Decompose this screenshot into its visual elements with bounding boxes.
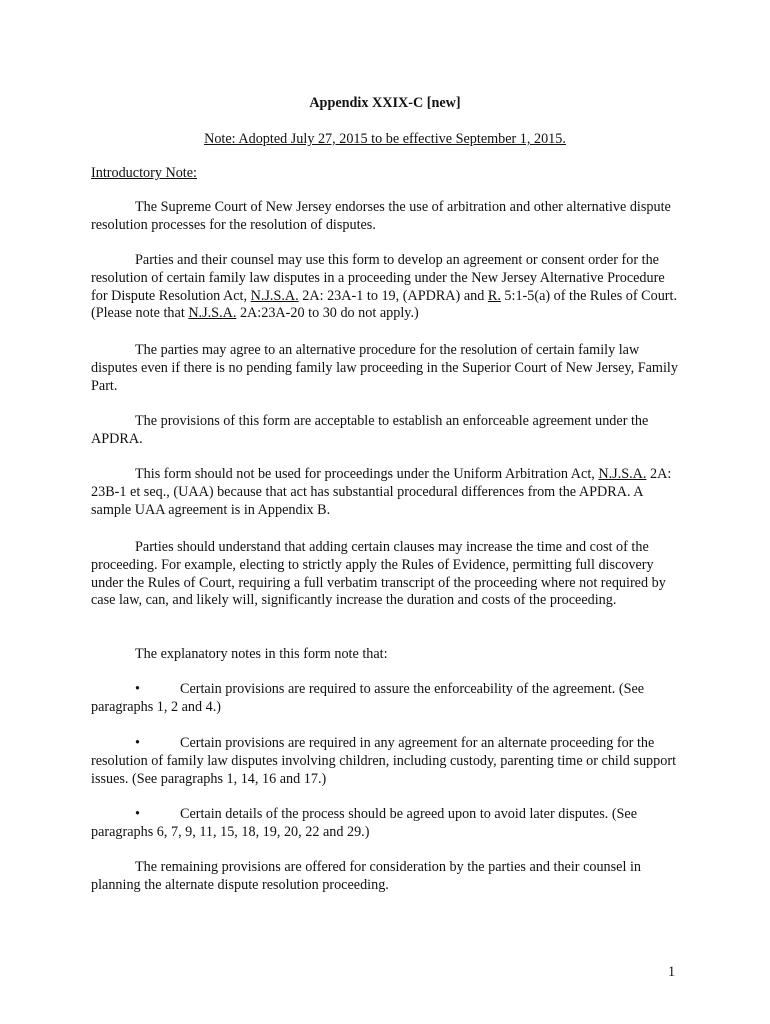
paragraph-5-text-b: 2A: 23B-1 et seq., (UAA) because that act has substantial procedural differences from the APDRA. A sample UAA agreement is in Appendix B. xyxy=(91,466,672,518)
paragraph-3-text: The parties may agree to an alternative procedure for the resolution of certain family law disputes even if there is no pending family law proceeding in the Superior Court of New Jersey, Family Part. xyxy=(91,342,678,394)
bullet-item xyxy=(91,681,683,717)
paragraph-2-text-c: 5:1-5(a) of the Rules of Court. (Please note that xyxy=(91,287,677,322)
paragraph-2-text-d: 2A:23A-20 to 30 do not apply.) xyxy=(236,305,419,322)
bullet-text: Certain provisions are required to assure the enforceability of the agreement. (See paragraphs 1, 2 and 4.) xyxy=(91,681,645,715)
paragraph-2-text-a: Parties and their counsel may use this form to develop an agreement or consent order for the resolution of certain family law disputes in a proceeding under the New Jersey Alternative Procedure for Dispute Resolution Act, xyxy=(91,252,665,304)
paragraph-2-text-b: 2A: 23A-1 to 19, (APDRA) and xyxy=(298,287,488,304)
paragraph-6 xyxy=(91,539,683,610)
rule-citation: R. xyxy=(487,287,501,304)
bullet-item xyxy=(91,806,683,842)
paragraph-4 xyxy=(91,413,683,449)
bullet-item xyxy=(91,735,683,788)
page-number: 1 xyxy=(668,964,676,980)
paragraph-4-text: The provisions of this form are acceptable to establish an enforceable agreement under the APDRA. xyxy=(91,413,649,447)
adoption-note xyxy=(0,130,770,148)
paragraph-1-text: The Supreme Court of New Jersey endorses the use of arbitration and other alternative dispute resolution processes for the resolution of disputes. xyxy=(91,199,671,233)
bullet-text: Certain details of the process should be agreed upon to avoid later disputes. (See paragraphs 6, 7, 9, 11, 15, 18, 19, 20, 22 and 29.) xyxy=(91,806,638,840)
paragraph-2 xyxy=(91,252,683,323)
introductory-note-label: Introductory Note: xyxy=(91,165,197,181)
paragraph-7-text: The explanatory notes in this form note that: xyxy=(135,646,388,662)
paragraph-8 xyxy=(91,859,683,895)
paragraph-7 xyxy=(91,646,683,664)
njsa-citation: N.J.S.A. xyxy=(250,287,299,304)
paragraph-8-text: The remaining provisions are offered for consideration by the parties and their counsel in planning the alternate dispute resolution proceeding. xyxy=(91,859,641,893)
paragraph-1 xyxy=(91,199,683,235)
bullet-marker: • xyxy=(135,735,140,751)
paragraph-6-text: Parties should understand that adding certain clauses may increase the time and cost of the proceeding. For example, electing to strictly apply the Rules of Evidence, permitting full discovery under the Rules of Court, requiring a full verbatim transcript of the proceeding where not required by case law, can, and likely will, significantly increase the duration and costs of the proceeding. xyxy=(91,539,666,609)
bullet-text: Certain provisions are required in any agreement for an alternate proceeding for the resolution of family law disputes involving children, including custody, parenting time or child support issues. (See paragraphs 1, 14, 16 and 17.) xyxy=(91,735,677,787)
paragraph-5 xyxy=(91,466,683,519)
njsa-citation: N.J.S.A. xyxy=(188,305,237,322)
adoption-note-text: Note: Adopted July 27, 2015 to be effective September 1, 2015. xyxy=(204,131,566,147)
njsa-citation: N.J.S.A. xyxy=(598,466,647,482)
bullet-marker: • xyxy=(135,806,140,822)
paragraph-5-text-a: This form should not be used for proceedings under the Uniform Arbitration Act, xyxy=(135,466,599,482)
document-title: Appendix XXIX-C [new] xyxy=(309,95,461,111)
paragraph-3 xyxy=(91,342,683,395)
bullet-marker: • xyxy=(135,681,140,697)
introductory-note-heading xyxy=(91,164,197,182)
